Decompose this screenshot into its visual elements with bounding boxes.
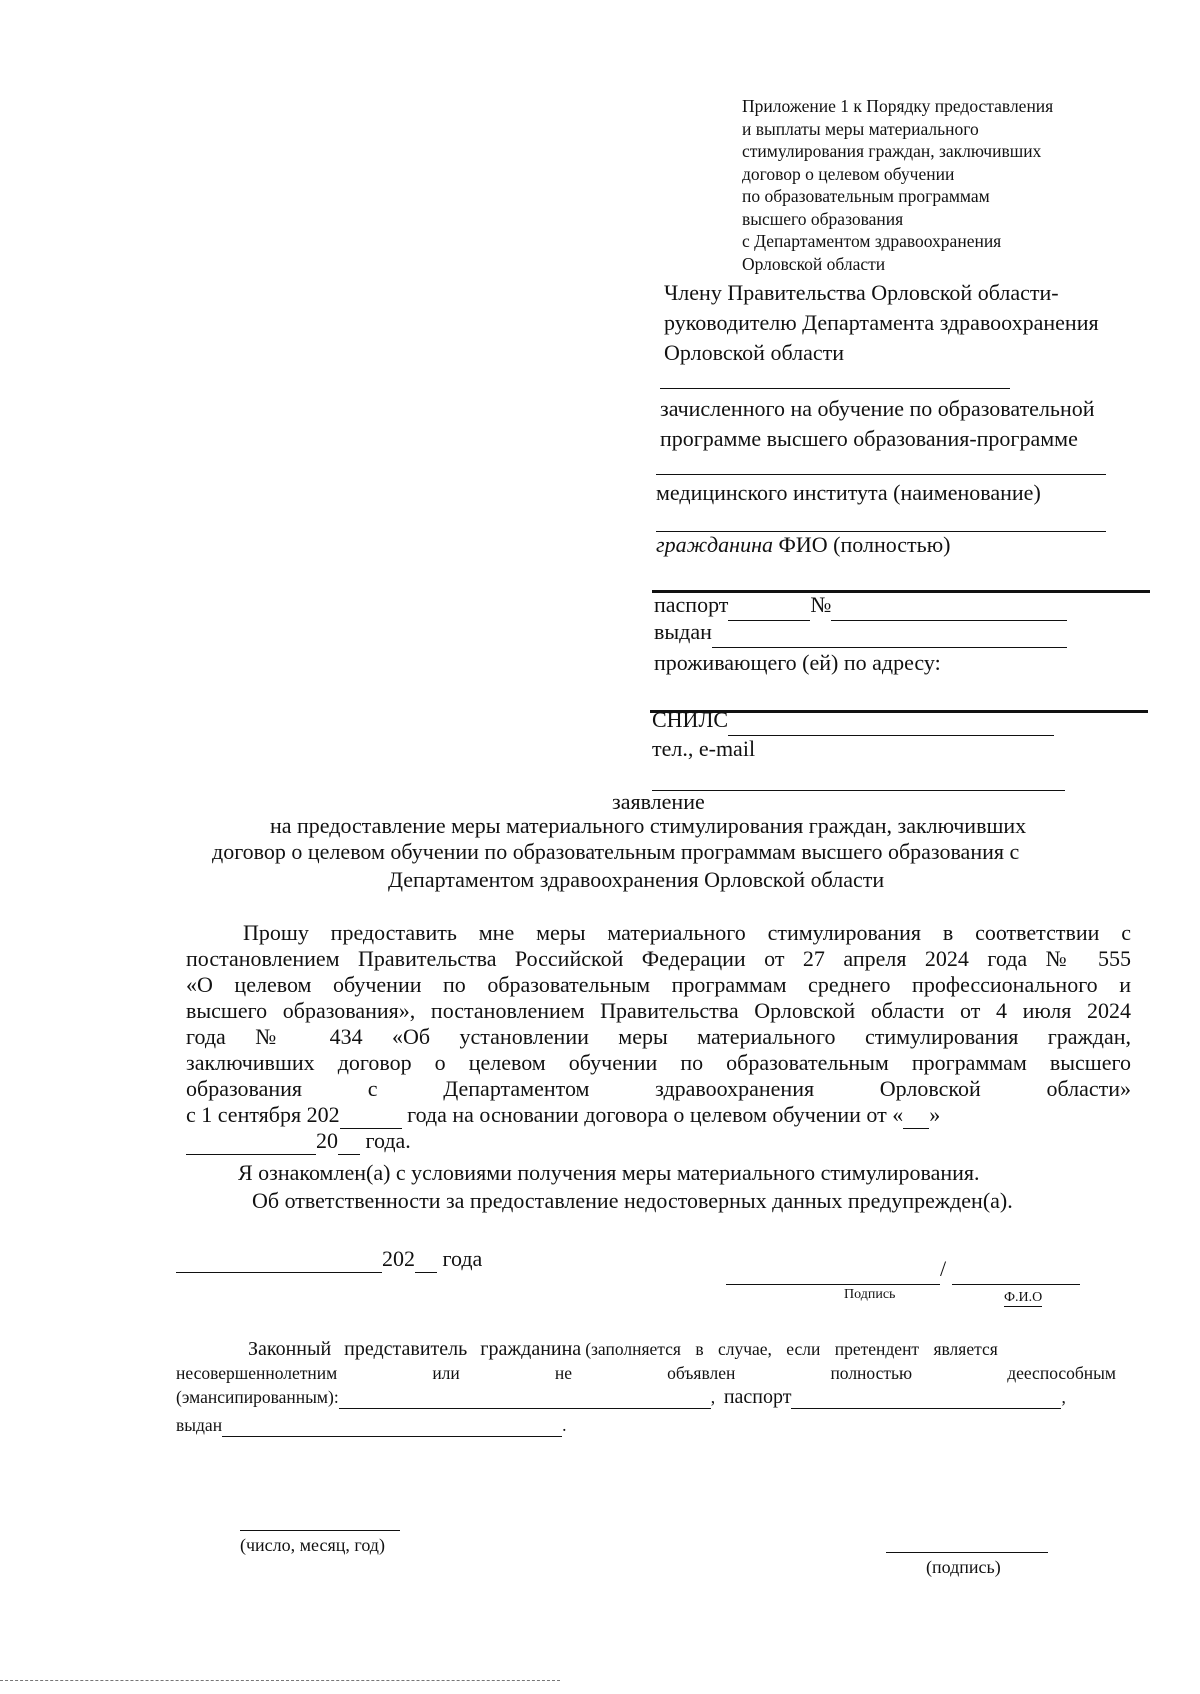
legal-rep-paren: (заполняется в случае, если претендент является xyxy=(585,1339,998,1359)
contract-year-prefix: 20 xyxy=(316,1128,338,1153)
acknowledgement-1: Я ознакомлен(а) с условиями получения меры материального стимулирования. xyxy=(238,1160,980,1185)
applicant-blank-1 xyxy=(660,388,1010,389)
body-date-line xyxy=(186,1102,1131,1129)
annex-line: стимулирования граждан, заключивших xyxy=(742,141,1042,161)
statement-word: заявление xyxy=(612,789,705,814)
citizen-rest: ФИО (полностью) xyxy=(773,532,951,557)
legal-rep-issued-field[interactable] xyxy=(222,1414,562,1437)
contacts-line xyxy=(652,790,1065,791)
sign-year-field[interactable] xyxy=(415,1246,437,1273)
issued-row xyxy=(654,617,1067,648)
legal-rep-name-row: (эмансипированным): , паспорт , xyxy=(176,1386,1066,1408)
legal-rep-issued-row: выдан . xyxy=(176,1415,567,1435)
contract-day-field[interactable] xyxy=(903,1102,929,1129)
body-date-end: » xyxy=(929,1102,941,1127)
legal-rep-lead-line xyxy=(176,1338,1116,1361)
name-caption: Ф.И.О xyxy=(1004,1290,1043,1305)
addressee xyxy=(664,278,1099,368)
acknowledgement-2: Об ответственности за предоставление недостоверных данных предупрежден(а). xyxy=(252,1188,1013,1213)
number-sign: № xyxy=(810,592,832,617)
snils-field[interactable] xyxy=(728,705,1054,736)
citizen-label xyxy=(656,530,950,560)
enrolled-line: программе высшего образования-программе xyxy=(660,426,1078,451)
legal-rep-lead: Законный представитель гражданина xyxy=(248,1338,582,1360)
institute-label: медицинского института (наименование) xyxy=(656,480,1041,505)
body-line: «О целевом обучении по образовательным программам среднего профессионального и xyxy=(186,972,1131,997)
body-line: постановлением Правительства Российской Федерации от 27 апреля 2024 года № 555 xyxy=(186,946,1131,971)
contract-year-word: года. xyxy=(360,1128,411,1153)
body-line: заключивших договор о целевом обучении по образовательным программам высшего xyxy=(186,1050,1131,1075)
title-line: на предоставление меры материального стимулирования граждан, заключивших xyxy=(270,813,1027,838)
annex-line: с Департаментом здравоохранения xyxy=(742,231,1002,251)
annex-line: высшего образования xyxy=(742,208,904,229)
residing-label: проживающего (ей) по адресу: xyxy=(654,650,941,675)
sign-year-word: года xyxy=(437,1246,483,1271)
passport-label: паспорт xyxy=(654,592,729,617)
sign-date-row xyxy=(176,1246,482,1273)
body-date-middle: года на основании договора о целевом обучении от « xyxy=(401,1102,904,1127)
legal-rep-label: (эмансипированным): xyxy=(176,1387,339,1407)
sign-year-prefix: 202 xyxy=(382,1246,415,1271)
sign-date-field[interactable] xyxy=(176,1246,382,1273)
body-line: года № 434 «Об установлении меры материального стимулирования граждан, xyxy=(186,1024,1131,1049)
enrolled-line: зачисленного на обучение по образовательной xyxy=(660,396,1095,421)
snils-row xyxy=(652,705,1054,736)
body-line: высшего образования», постановлением Правительства Орловской области от 4 июля 2024 xyxy=(186,998,1131,1023)
footer-sign-line[interactable] xyxy=(886,1552,1048,1553)
signature-line[interactable] xyxy=(726,1284,940,1285)
legal-rep-line: несовершеннолетним или не объявлен полностью дееспособным xyxy=(176,1363,1116,1383)
legal-rep-passport-label: паспорт xyxy=(723,1386,792,1408)
addressee-line: Члену Правительства Орловской области- xyxy=(664,280,1059,305)
footer-sign-caption: (подпись) xyxy=(926,1557,1001,1577)
annex-line: Орловской области xyxy=(742,253,886,274)
citizen-italic: гражданина xyxy=(656,532,774,557)
addressee-line: Орловской области xyxy=(664,340,844,365)
applicant-blank-2 xyxy=(656,474,1106,475)
annex-line: Приложение 1 к Порядку предоставления xyxy=(742,96,1054,116)
signature-slash: / xyxy=(940,1256,947,1281)
annex-note xyxy=(742,95,1122,275)
body-date-start: с 1 сентября 202 xyxy=(186,1102,340,1127)
title-line: договор о целевом обучении по образовательным программам высшего образования с xyxy=(212,839,1020,864)
body-contract-year-line xyxy=(186,1128,411,1155)
legal-rep-issued-label: выдан xyxy=(176,1415,223,1435)
footer-date-caption: (число, месяц, год) xyxy=(240,1535,385,1555)
issued-label: выдан xyxy=(654,619,712,644)
title-line: Департаментом здравоохранения Орловской области xyxy=(388,867,885,892)
legal-rep-name-field[interactable] xyxy=(339,1386,711,1409)
annex-line: по образовательным программам xyxy=(742,186,990,206)
annex-line: договор о целевом обучении xyxy=(742,163,955,184)
body-line: образования с Департаментом здравоохранения Орловской области» xyxy=(186,1076,1131,1101)
contacts-label: тел., e-mail xyxy=(652,736,756,761)
sign-caption: Подпись xyxy=(844,1287,896,1302)
legal-rep-passport-field[interactable] xyxy=(791,1386,1061,1409)
contract-month-field[interactable] xyxy=(186,1128,316,1155)
contract-year-field[interactable] xyxy=(338,1128,360,1155)
start-year-field[interactable] xyxy=(340,1102,402,1129)
body-line: Прошу предоставить мне меры материального стимулирования в соответствии с xyxy=(243,920,1131,945)
footer-date-line[interactable] xyxy=(240,1530,400,1531)
snils-label: СНИЛС xyxy=(652,707,729,732)
annex-line: и выплаты меры материального xyxy=(742,118,979,139)
enrolled-text xyxy=(660,394,1095,454)
scan-edge xyxy=(0,1680,560,1681)
issued-field[interactable] xyxy=(712,617,1067,648)
name-line[interactable] xyxy=(952,1284,1080,1285)
addressee-line: руководителю Департамента здравоохранения xyxy=(664,310,1099,335)
